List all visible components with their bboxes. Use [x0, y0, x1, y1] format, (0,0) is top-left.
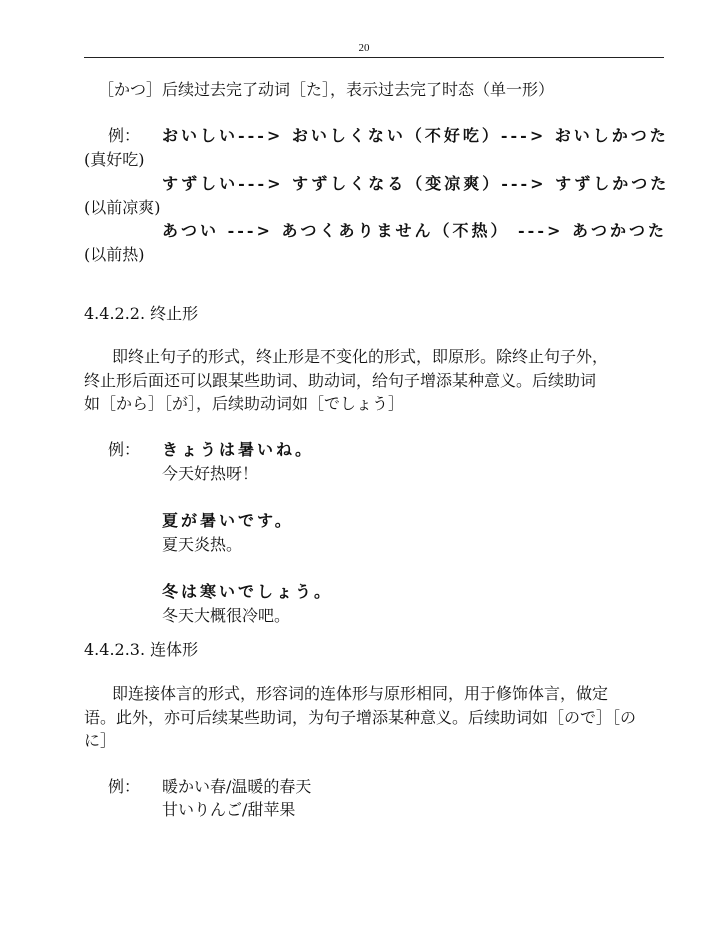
example-row: あつい ---> あつくありません（不热） ---> あつかつた: [162, 221, 667, 240]
section-heading-shushi: 4.4.2.2. 终止形: [84, 304, 199, 323]
example-row: すずしい---> すずしくなる（变凉爽）---> すずしかつた: [162, 174, 670, 193]
kattsu-description: ［かつ］后续过去完了动词［た］，表示过去完了时态（单一形）: [98, 80, 555, 99]
example-japanese: 冬は寒いでしょう。: [162, 582, 334, 601]
paragraph-line: 即终止句子的形式，终止形是不变化的形式，即原形。除终止句子外，: [112, 347, 609, 366]
header-rule: [84, 57, 664, 58]
example-label: 例：: [108, 777, 141, 796]
example-phrase: 暖かい春/温暖的春天: [162, 777, 312, 796]
example-row: おいしい---> おいしくない（不好吃）---> おいしかつた: [162, 126, 669, 145]
paragraph-line: 终止形后面还可以跟某些助词、助动词，给句子增添某种意义。后续助词: [84, 371, 597, 390]
example-label: 例：: [108, 126, 141, 145]
paragraph-line: 如［から］［が］，后续助动词如［でしょう］: [84, 394, 405, 413]
section-heading-rentai: 4.4.2.3. 连体形: [84, 640, 199, 659]
example-phrase: 甘いりんご/甜苹果: [162, 800, 296, 819]
paragraph-line: 即连接体言的形式，形容词的连体形与原形相同，用于修饰体言，做定: [112, 684, 609, 703]
example-chinese: 夏天炎热。: [162, 535, 243, 554]
example-chinese: 今天好热呀！: [162, 464, 259, 483]
example-row-wrap: (以前凉爽): [84, 198, 161, 217]
example-label: 例：: [108, 440, 141, 459]
example-row-wrap: (真好吃): [84, 150, 145, 169]
example-japanese: きょうは暑いね。: [162, 440, 315, 459]
page-number: 20: [358, 42, 370, 54]
paragraph-line: に］: [84, 731, 117, 750]
example-chinese: 冬天大概很冷吧。: [162, 606, 291, 625]
paragraph-line: 语。此外，亦可后续某些助词，为句子增添某种意义。后续助词如［ので］［の: [84, 708, 637, 727]
example-japanese: 夏が暑いです。: [162, 511, 294, 530]
example-row-wrap: (以前热): [84, 245, 145, 264]
